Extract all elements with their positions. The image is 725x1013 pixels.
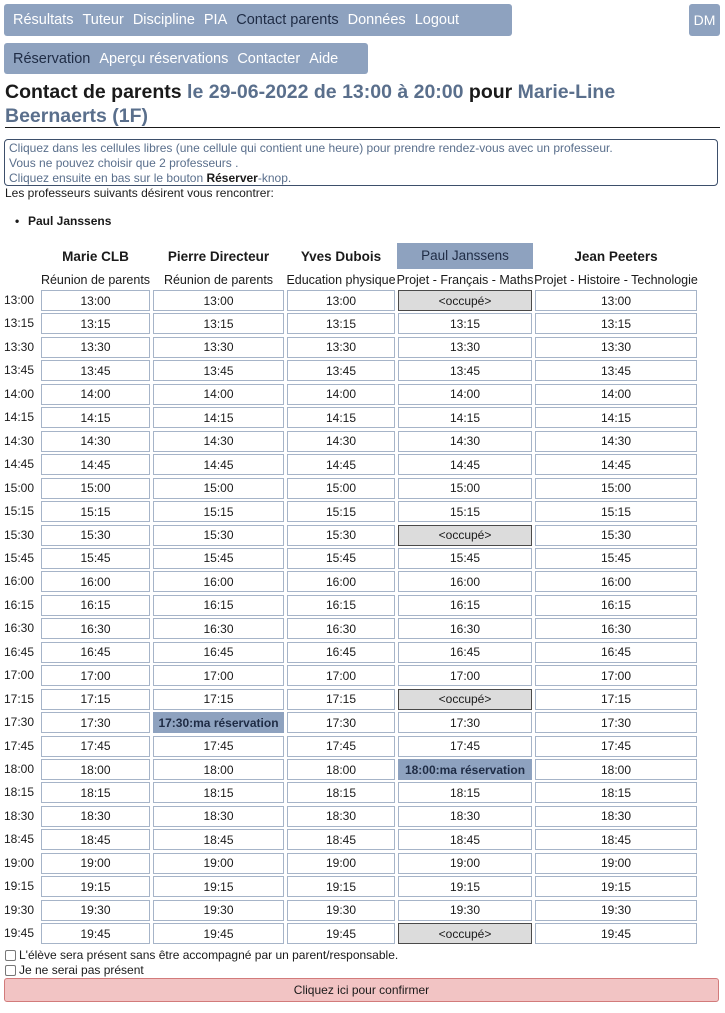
slot-free[interactable]: 14:15 (287, 407, 395, 428)
teacher-header: Marie CLB (62, 249, 129, 264)
slot-free[interactable]: 15:00 (41, 478, 150, 499)
slot-free[interactable]: 15:45 (287, 548, 395, 569)
slot-occupied: <occupé> (398, 923, 532, 944)
slot-free[interactable]: 13:30 (398, 337, 532, 358)
teacher-header: Yves Dubois (300, 249, 382, 264)
nav-item-discipline[interactable]: Discipline (132, 12, 195, 28)
slot-free[interactable]: 19:45 (535, 923, 697, 944)
slot-free[interactable]: 16:45 (398, 642, 532, 663)
main-nav (4, 4, 512, 36)
slot-free[interactable]: 17:15 (535, 689, 697, 710)
slot-free[interactable]: 15:30 (535, 525, 697, 546)
time-label: 16:15 (4, 597, 35, 612)
slot-free[interactable]: 18:45 (398, 829, 532, 850)
time-label: 17:30 (4, 715, 35, 730)
slot-free[interactable]: 15:15 (41, 501, 150, 522)
time-label: 18:00 (4, 762, 35, 776)
slot-free[interactable]: 18:00 (535, 759, 697, 780)
checkbox-absent-label: Je ne serai pas présent (19, 963, 144, 977)
slot-free[interactable]: 16:00 (287, 571, 395, 592)
nav-item-tuteur[interactable]: Tuteur (82, 12, 124, 28)
slot-free[interactable]: 13:15 (535, 313, 697, 334)
slot-free[interactable]: 13:15 (398, 313, 532, 334)
confirm-button[interactable]: Cliquez ici pour confirmer (4, 978, 719, 1002)
slot-free[interactable]: 15:45 (153, 548, 284, 569)
slot-free[interactable]: 19:45 (153, 923, 284, 944)
slot-free[interactable]: 15:15 (535, 501, 697, 522)
slot-free[interactable]: 14:30 (153, 431, 284, 452)
slot-free[interactable]: 18:15 (398, 782, 532, 803)
instruction-line-2: Vous ne pouvez choisir que 2 professeurs . (9, 156, 239, 170)
slot-free[interactable]: 13:00 (535, 290, 697, 311)
slot-occupied: <occupé> (398, 290, 532, 311)
slot-free[interactable]: 15:30 (287, 525, 395, 546)
slot-free[interactable]: 19:45 (41, 923, 150, 944)
slot-free[interactable]: 14:30 (535, 431, 697, 452)
slot-free[interactable]: 15:45 (535, 548, 697, 569)
slot-free[interactable]: 16:00 (535, 571, 697, 592)
checkbox-unaccompanied-box[interactable] (5, 950, 16, 961)
slot-my-reservation[interactable]: 17:30:ma réservation (153, 712, 284, 733)
slot-free[interactable]: 18:30 (535, 806, 697, 827)
time-label: 16:30 (4, 621, 35, 636)
instructions-box (4, 139, 718, 186)
slot-free[interactable]: 13:00 (287, 290, 395, 311)
slot-free[interactable]: 13:45 (153, 360, 284, 381)
instruction-line-1: Cliquez dans les cellules libres (une cellule qui contient une heure) pour prendre rendez-vous avec un professeur. (9, 141, 613, 155)
teacher-subject: Réunion de parents (163, 273, 274, 287)
slot-free[interactable]: 18:30 (153, 806, 284, 827)
slot-free[interactable]: 13:00 (41, 290, 150, 311)
slot-free[interactable]: 15:00 (535, 478, 697, 499)
time-label: 15:30 (4, 527, 35, 542)
subnav-item-aide[interactable]: Aide (309, 50, 339, 67)
slot-free[interactable]: 16:45 (153, 642, 284, 663)
instruction-line-3: Cliquez ensuite en bas sur le bouton Réserver-knop. (9, 171, 292, 185)
slot-free[interactable]: 17:00 (287, 665, 395, 686)
title-student: Marie-Line Beernaerts (1F) (5, 81, 616, 127)
slot-free[interactable]: 14:15 (41, 407, 150, 428)
time-label: 19:45 (4, 926, 35, 941)
slot-free[interactable]: 18:30 (41, 806, 150, 827)
slot-free[interactable]: 17:45 (41, 736, 150, 757)
time-label: 13:15 (4, 316, 35, 331)
time-label: 14:00 (4, 386, 35, 401)
slot-free[interactable]: 14:00 (153, 384, 284, 405)
slot-free[interactable]: 18:45 (287, 829, 395, 850)
slot-free[interactable]: 17:15 (287, 689, 395, 710)
slot-free[interactable]: 17:45 (398, 736, 532, 757)
nav-item-logout[interactable]: Logout (414, 12, 460, 28)
teacher-header: Paul Janssens (397, 243, 533, 269)
checkbox-unaccompanied[interactable] (5, 948, 398, 962)
slot-free[interactable]: 17:45 (153, 736, 284, 757)
slot-free[interactable]: 14:45 (41, 454, 150, 475)
slot-free[interactable]: 13:30 (287, 337, 395, 358)
time-label: 19:15 (4, 879, 35, 894)
slot-free[interactable]: 18:15 (535, 782, 697, 803)
slot-free[interactable]: 16:15 (535, 595, 697, 616)
slot-free[interactable]: 18:00 (41, 759, 150, 780)
nav-item-pia[interactable]: PIA (203, 12, 228, 28)
slot-free[interactable]: 13:30 (153, 337, 284, 358)
slot-free[interactable]: 16:45 (287, 642, 395, 663)
slot-free[interactable]: 19:00 (535, 853, 697, 874)
slot-free[interactable]: 16:00 (41, 571, 150, 592)
slot-occupied: <occupé> (398, 525, 532, 546)
slot-free[interactable]: 17:30 (41, 712, 150, 733)
slot-free[interactable]: 19:00 (287, 853, 395, 874)
teacher-header: Jean Peeters (574, 249, 658, 264)
slot-free[interactable]: 15:45 (41, 548, 150, 569)
time-label: 19:30 (4, 902, 35, 917)
slot-free[interactable]: 19:15 (535, 876, 697, 897)
slot-free[interactable]: 14:30 (398, 431, 532, 452)
time-label: 14:45 (4, 457, 35, 472)
slot-free[interactable]: 14:00 (398, 384, 532, 405)
slot-free[interactable]: 13:45 (287, 360, 395, 381)
slot-free[interactable]: 16:30 (398, 618, 532, 639)
slot-free[interactable]: 16:30 (535, 618, 697, 639)
slot-free[interactable]: 19:00 (398, 853, 532, 874)
slot-free[interactable]: 18:15 (153, 782, 284, 803)
checkbox-absent[interactable] (5, 963, 144, 977)
time-label: 16:45 (4, 644, 35, 659)
title-date: le 29-06-2022 de 13:00 à 20:00 (187, 81, 464, 103)
slot-free[interactable]: 18:15 (287, 782, 395, 803)
slot-free[interactable]: 19:30 (153, 900, 284, 921)
slot-free[interactable]: 14:45 (287, 454, 395, 475)
slot-free[interactable]: 16:45 (41, 642, 150, 663)
time-label: 14:15 (4, 410, 35, 425)
slot-free[interactable]: 14:15 (398, 407, 532, 428)
slot-free[interactable]: 16:15 (153, 595, 284, 616)
slot-free[interactable]: 17:30 (287, 712, 395, 733)
slot-occupied: <occupé> (398, 689, 532, 710)
slot-free[interactable]: 15:30 (41, 525, 150, 546)
slot-free[interactable]: 13:30 (41, 337, 150, 358)
slot-free[interactable]: 18:15 (41, 782, 150, 803)
time-label: 18:15 (4, 785, 35, 800)
slot-free[interactable]: 17:00 (535, 665, 697, 686)
slot-free[interactable]: 14:15 (535, 407, 697, 428)
slot-free[interactable]: 17:00 (41, 665, 150, 686)
time-label: 19:00 (4, 855, 35, 870)
slot-free[interactable]: 19:15 (41, 876, 150, 897)
slot-free[interactable]: 14:45 (535, 454, 697, 475)
slot-free[interactable]: 19:30 (398, 900, 532, 921)
slot-free[interactable]: 16:30 (41, 618, 150, 639)
slot-free[interactable]: 15:15 (398, 501, 532, 522)
time-label: 13:30 (4, 339, 35, 354)
slot-free[interactable]: 15:30 (153, 525, 284, 546)
slot-free[interactable]: 14:00 (41, 384, 150, 405)
slot-free[interactable]: 13:15 (153, 313, 284, 334)
slot-free[interactable]: 19:15 (287, 876, 395, 897)
page-title (5, 80, 720, 128)
slot-free[interactable]: 19:30 (535, 900, 697, 921)
slot-free[interactable]: 13:30 (535, 337, 697, 358)
time-label: 13:45 (4, 363, 35, 378)
slot-free[interactable]: 16:00 (398, 571, 532, 592)
slot-free[interactable]: 15:45 (398, 548, 532, 569)
slot-free[interactable]: 18:30 (287, 806, 395, 827)
time-label: 15:45 (4, 550, 35, 565)
slot-free[interactable]: 14:30 (287, 431, 395, 452)
subnav-item-contacter[interactable]: Contacter (237, 50, 301, 67)
title-for: pour (468, 81, 513, 103)
subnav-item-réservation[interactable]: Réservation (13, 50, 91, 67)
time-label: 17:45 (4, 738, 35, 753)
slot-free[interactable]: 19:30 (287, 900, 395, 921)
slot-free[interactable]: 18:30 (398, 806, 532, 827)
slot-free[interactable]: 19:45 (287, 923, 395, 944)
requested-teachers-intro: Les professeurs suivants désirent vous rencontrer: (5, 186, 274, 200)
slot-free[interactable]: 13:15 (287, 313, 395, 334)
time-label: 16:00 (4, 574, 35, 589)
nav-item-contact-parents[interactable]: Contact parents (236, 12, 339, 28)
slot-free[interactable]: 15:00 (153, 478, 284, 499)
slot-my-reservation[interactable]: 18:00:ma réservation (398, 759, 532, 780)
slot-free[interactable]: 19:15 (153, 876, 284, 897)
slot-free[interactable]: 14:00 (535, 384, 697, 405)
requested-teacher-item: • Paul Janssens (28, 214, 111, 228)
time-label: 15:00 (4, 480, 35, 495)
slot-free[interactable]: 19:00 (153, 853, 284, 874)
slot-free[interactable]: 16:45 (535, 642, 697, 663)
time-label: 15:15 (4, 504, 35, 519)
slot-free[interactable]: 13:15 (41, 313, 150, 334)
slot-free[interactable]: 18:00 (287, 759, 395, 780)
slot-free[interactable]: 16:15 (287, 595, 395, 616)
slot-free[interactable]: 18:00 (153, 759, 284, 780)
slot-free[interactable]: 15:15 (153, 501, 284, 522)
teacher-subject: Projet - Français - Maths (396, 273, 534, 287)
slot-free[interactable]: 19:15 (398, 876, 532, 897)
teacher-header: Pierre Directeur (167, 249, 270, 264)
user-avatar[interactable]: DM (689, 4, 720, 36)
subnav-item-aperçu-réservations[interactable]: Aperçu réservations (99, 50, 229, 67)
slot-free[interactable]: 14:45 (153, 454, 284, 475)
slot-free[interactable]: 16:15 (398, 595, 532, 616)
slot-free[interactable]: 16:00 (153, 571, 284, 592)
slot-free[interactable]: 17:00 (398, 665, 532, 686)
slot-free[interactable]: 16:30 (287, 618, 395, 639)
slot-free[interactable]: 18:45 (535, 829, 697, 850)
slot-free[interactable]: 17:15 (153, 689, 284, 710)
slot-free[interactable]: 18:45 (153, 829, 284, 850)
slot-free[interactable]: 17:00 (153, 665, 284, 686)
time-label: 18:45 (4, 832, 35, 847)
time-label: 14:30 (4, 433, 35, 448)
slot-free[interactable]: 14:00 (287, 384, 395, 405)
checkbox-unaccompanied-label: L'élève sera présent sans être accompagné par un parent/responsable. (19, 948, 399, 962)
slot-free[interactable]: 16:15 (41, 595, 150, 616)
time-label: 17:00 (4, 668, 35, 683)
slot-free[interactable]: 17:30 (535, 712, 697, 733)
sub-nav (4, 43, 368, 74)
slot-free[interactable]: 19:00 (41, 853, 150, 874)
time-label: 13:00 (4, 293, 35, 307)
slot-free[interactable]: 17:45 (287, 736, 395, 757)
slot-free[interactable]: 15:15 (287, 501, 395, 522)
title-divider (5, 127, 720, 128)
time-label: 17:15 (4, 691, 35, 706)
nav-item-résultats[interactable]: Résultats (13, 12, 74, 28)
nav-item-données[interactable]: Données (347, 12, 406, 28)
teacher-subject: Réunion de parents (40, 273, 151, 287)
slot-free[interactable]: 17:45 (535, 736, 697, 757)
slot-free[interactable]: 18:45 (41, 829, 150, 850)
slot-free[interactable]: 13:45 (41, 360, 150, 381)
title-prefix: Contact de parents (5, 81, 182, 103)
slot-free[interactable]: 14:45 (398, 454, 532, 475)
teacher-subject: Projet - Histoire - Technologie (534, 273, 698, 287)
slot-free[interactable]: 17:30 (398, 712, 532, 733)
slot-free[interactable]: 14:30 (41, 431, 150, 452)
slot-free[interactable]: 15:00 (398, 478, 532, 499)
slot-free[interactable]: 17:15 (41, 689, 150, 710)
slot-free[interactable]: 15:00 (287, 478, 395, 499)
checkbox-absent-box[interactable] (5, 965, 16, 976)
slot-free[interactable]: 19:30 (41, 900, 150, 921)
time-label: 18:30 (4, 808, 35, 823)
slot-free[interactable]: 16:30 (153, 618, 284, 639)
slot-free[interactable]: 13:45 (535, 360, 697, 381)
slot-free[interactable]: 14:15 (153, 407, 284, 428)
slot-free[interactable]: 13:00 (153, 290, 284, 311)
slot-free[interactable]: 13:45 (398, 360, 532, 381)
teacher-subject: Education physique (286, 273, 396, 287)
